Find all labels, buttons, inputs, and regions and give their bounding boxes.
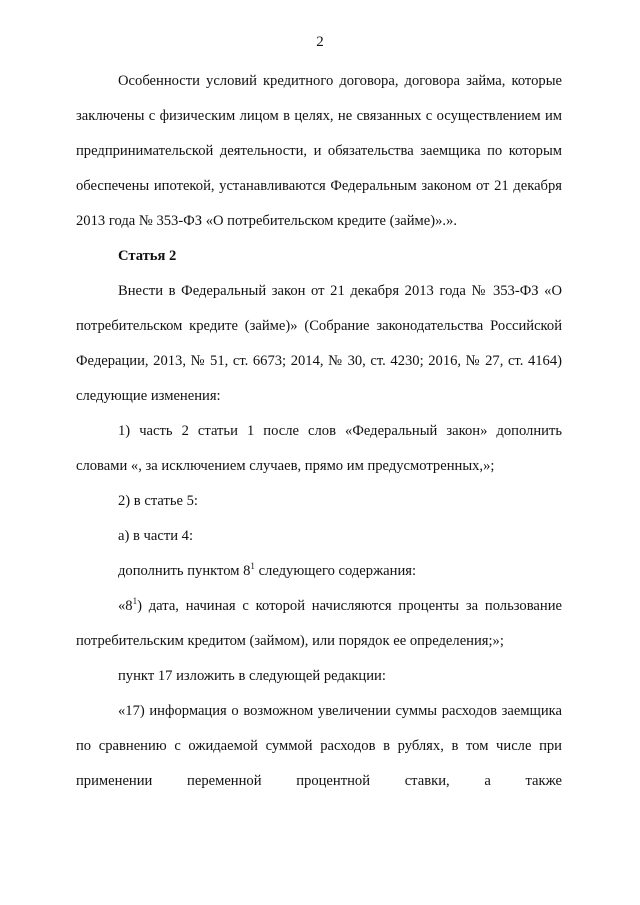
paragraph-point-17: «17) информация о возможном увеличении суммы расходов заемщика по сравнению с ожидаемой суммой расходов в рублях, в том числе при применении переменной процентной ставки, а также (76, 703, 562, 789)
paragraph-mortgage-features: Особенности условий кредитного договора, договора займа, которые заключены с физическим лицом в целях, не связанных с осуществлением им предпринимательской деятельности, и обязательства заемщика по которым обеспечены ипотекой, устанавливаются Федеральным законом от 21 декабря 2013 года № 353-ФЗ «О потребительском кредите (займе)».». (76, 73, 562, 229)
point-8-1-open: «8 (118, 598, 133, 614)
article-heading: Статья 2 (118, 248, 177, 264)
paragraph-item-2: 2) в статье 5: (118, 493, 198, 509)
page-number: 2 (316, 34, 324, 50)
paragraph-add-point (76, 554, 562, 589)
paragraph-subitem-a: а) в части 4: (118, 528, 194, 544)
paragraph-item-1: 1) часть 2 статьи 1 после слов «Федеральный закон» дополнить словами «, за исключением случаев, прямо им предусмотренных,»; (76, 423, 562, 474)
document-body (76, 64, 562, 799)
paragraph-point-17-intro: пункт 17 изложить в следующей редакции: (118, 668, 386, 684)
paragraph-point-8-1 (76, 589, 562, 659)
add-point-tail: следующего содержания: (254, 563, 417, 579)
superscript-one: 1 (250, 561, 255, 571)
add-point-text: дополнить пунктом 8 (118, 563, 251, 579)
point-8-1-text: ) дата, начиная с которой начисляются проценты за пользование потребительским кредитом (займом), или порядок ее определения;»; (76, 598, 562, 649)
superscript-one: 1 (132, 596, 138, 606)
paragraph-amend-law: Внести в Федеральный закон от 21 декабря 2013 года № 353-ФЗ «О потребительском кредите (займе)» (Собрание законодательства Российской Федерации, 2013, № 51, ст. 6673; 2014, № 30, ст. 4230; 2016, № 27, ст. 4164) следующие изменения: (76, 283, 562, 404)
